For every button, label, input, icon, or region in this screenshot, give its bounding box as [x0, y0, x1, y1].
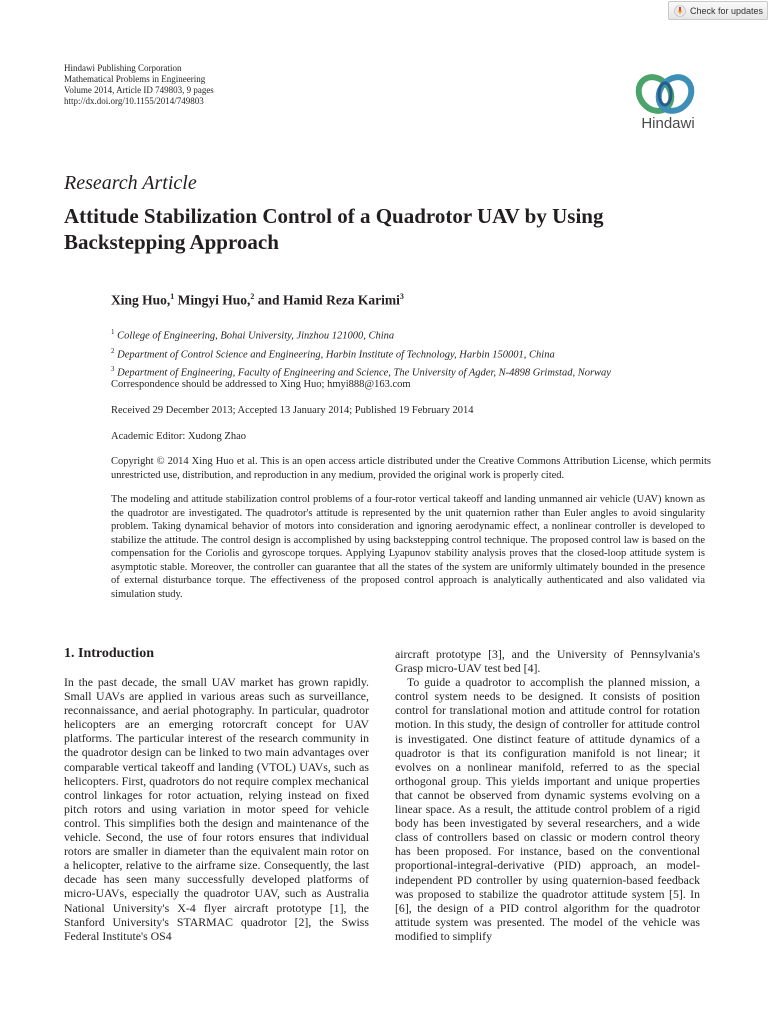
author-affil-mark: 2 [250, 292, 255, 301]
affil-mark: 3 [111, 365, 115, 373]
left-column [64, 675, 369, 943]
update-icon [674, 5, 686, 17]
journal-header [64, 63, 214, 107]
check-for-updates-button[interactable] [668, 1, 768, 20]
publisher: Hindawi Publishing Corporation [64, 63, 182, 73]
article-type: Research Article [64, 172, 197, 194]
author-affil-mark: 3 [399, 292, 404, 301]
copyright-notice: Copyright © 2014 Xing Huo et al. This is an open access article distributed under the Creative Commons Attribution License, which permits unrestricted use, distribution, and reproduction in any medium, provided the original work is properly cited. [111, 456, 711, 481]
affiliation-list [111, 325, 611, 381]
paragraph: To guide a quadrotor to accomplish the planned mission, a control system needs to be designed. It consists of position control for translational motion and attitude control for rotation motion. In this study, the design of controller for attitude control is investigated. One distinct feature of attitude dynamics of a quadrotor is that its configuration manifold is not linear; it evolves on a nonlinear manifold, referred to as the special orthogonal group. This yields important and unique properties that cannot be observed from dynamic systems evolving on a linear space. As a result, the attitude control problem of a rigid body has been investigated by several researchers, and a wide class of controllers based on classic or modern control theory has been proposed. For instance, based on the conventional proportional-integral-derivative (PID) approach, an model-independent PD controller by using quaternion-based feedback was proposed to stabilize the quadrotor attitude system [5]. In [6], the design of a PID control algorithm for the quadrotor attitude system was presented. The model of the vehicle was modified to simplify [395, 675, 700, 943]
volume-info: Volume 2014, Article ID 749803, 9 pages [64, 85, 214, 95]
abstract: The modeling and attitude stabilization control problems of a four-rotor vertical takeoff and landing unmanned air vehicle (UAV) known as the quadrotor are investigated. The quadrotor's attitude is represented by the unit quaternion rather than Euler angles to avoid singularity problem. Taking dynamical behavior of motors into consideration and ignoring aerodynamic effect, a nonlinear controller is developed to stabilize the attitude. The control design is accomplished by using backstepping control technique. The proposed control law is based on the compensation for the Coriolis and gyroscope torques. Applying Lyapunov stability analysis proves that the closed-loop attitude system is asymptotic stable. Moreover, the controller can guarantee that all the states of the system are uniformly ultimately bounded in the presence of external disturbance torque. The effectiveness of the proposed control approach is analytically authenticated and also validated via simulation study. [111, 494, 705, 600]
author-name: Mingyi Huo, [174, 292, 251, 308]
affil-mark: 2 [111, 346, 115, 355]
doi-link[interactable]: http://dx.doi.org/10.1155/2014/749803 [64, 96, 204, 106]
affil-text: Department of Engineering, Faculty of Engineering and Science, The University of Agder, N-4898 Grimstad, Norway [114, 367, 611, 379]
affiliation [111, 362, 611, 381]
academic-editor: Academic Editor: Xudong Zhao [111, 431, 247, 442]
check-for-updates-label: Check for updates [690, 5, 764, 16]
author-name: and Hamid Reza Karimi [254, 292, 400, 308]
journal-name: Mathematical Problems in Engineering [64, 74, 206, 84]
author-affil-mark: 1 [170, 292, 175, 301]
author-list [111, 292, 404, 309]
article-title: Attitude Stabilization Control of a Quadrotor UAV by Using Backstepping Approach [64, 204, 604, 254]
section-heading: 1. Introduction [64, 646, 154, 661]
paragraph: In the past decade, the small UAV market has grown rapidly. Small UAVs are applied in various areas such as surveillance, reconnaissance, and aerial photography. In particular, quadrotor helicopters are an emerging rotorcraft concept for UAV platforms. The particular interest of the research community in the quadrotor design can be linked to two main advantages over comparable vertical takeoff and landing (VTOL) UAVs, such as helicopters. First, quadrotors do not require complex mechanical control linkages for rotor actuation, relying instead on fixed pitch rotors and using variation in motor speed for vehicle control. This simplifies both the design and maintenance of the vehicle. Second, the use of four rotors ensures that individual rotors are smaller in diameter than the equivalent main rotor on a helicopter, relative to the airframe size. Consequently, the last decade has seen many successfully developed platforms of micro-UAVs, especially the quadrotor UAV, such as Australia National University's X-4 flyer aircraft prototype [1], the Stanford University's STARMAC quadrotor [2], the Swiss Federal Institute's OS4 [64, 675, 369, 943]
author-name: Xing Huo, [111, 292, 171, 308]
publication-dates: Received 29 December 2013; Accepted 13 January 2014; Published 19 February 2014 [111, 405, 474, 416]
affil-text: College of Engineering, Bohai University, Jinzhou 121000, China [114, 330, 395, 342]
affiliation [111, 325, 611, 344]
hindawi-logo-text: Hindawi [641, 115, 695, 132]
correspondence: Correspondence should be addressed to Xing Huo; hmyi888@163.com [111, 379, 411, 390]
paragraph: aircraft prototype [3], and the University of Pennsylvania's Grasp micro-UAV test bed [4]. [395, 647, 700, 676]
affil-text: Department of Control Science and Engineering, Harbin Institute of Technology, Harbin 150001, China [114, 349, 555, 360]
affiliation [111, 344, 611, 363]
right-column [395, 647, 700, 943]
affil-mark: 1 [111, 328, 115, 336]
